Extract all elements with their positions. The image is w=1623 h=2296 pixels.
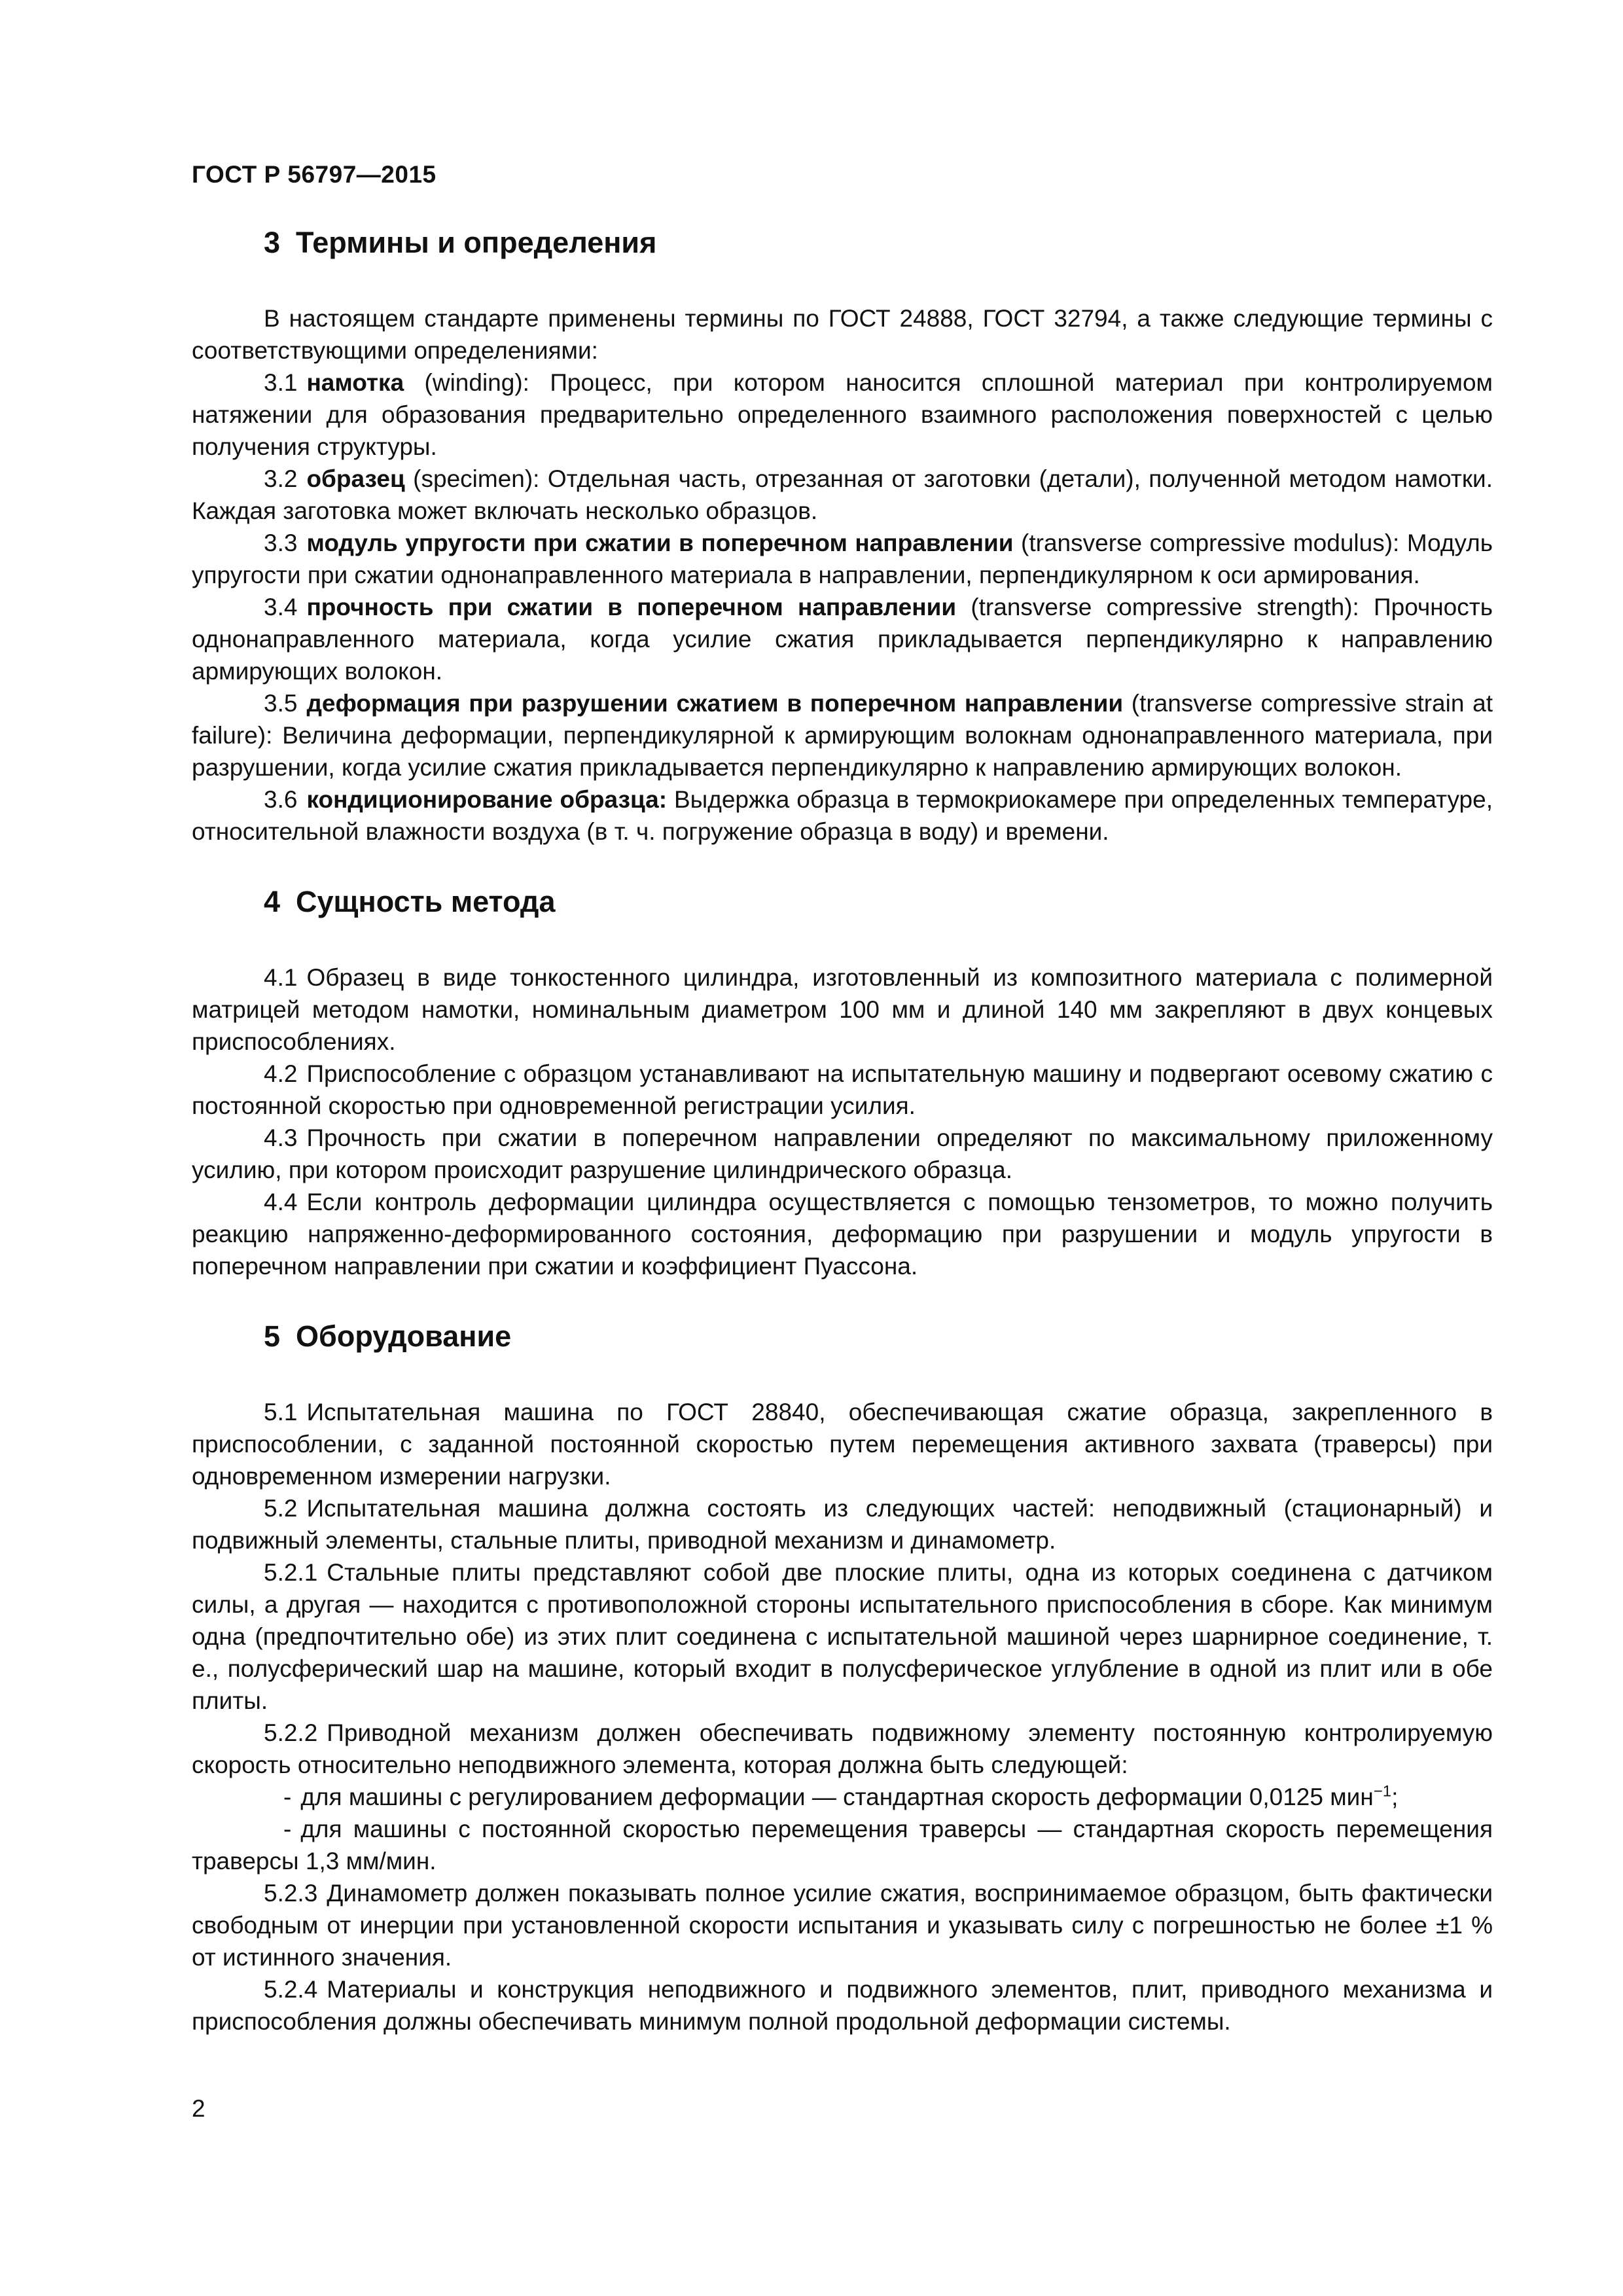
paragraph-text: (specimen): Отдельная часть, отрезанная от заготовки (детали), полученной методом намотки. Каждая заготовка может включать несколько образцов. (192, 465, 1493, 524)
paragraph-number: 3.4 (264, 594, 298, 620)
paragraph (192, 783, 1493, 848)
paragraph (192, 591, 1493, 687)
page-number: 2 (192, 2095, 205, 2122)
term: образец (306, 465, 405, 492)
paragraph-text: В настоящем стандарте применены термины по ГОСТ 24888, ГОСТ 32794, а также следующие термины с соответствующими определениями: (192, 305, 1493, 364)
paragraph (192, 302, 1493, 367)
paragraph-text: Стальные плиты представляют собой две плоские плиты, одна из которых соединена с датчиком силы, а другая — находится с противоположной стороны испытательного приспособления в сборе. Как минимум одна (предпочтительно обе) из этих плит соединена с испытательной машиной через шарнирное соединение, т. е., полусферический шар на машине, который входит в полусферическое углубление в одной из плит или в обе плиты. (192, 1559, 1493, 1714)
term: деформация при разрушении сжатием в поперечном направлении (306, 690, 1124, 717)
paragraph-text: (transverse compressive modulus): Модуль упругости при сжатии однонаправленного материала в направлении, перпендикулярном к оси армирования. (192, 529, 1493, 588)
paragraph-number: 4.4 (264, 1189, 298, 1215)
paragraph (192, 527, 1493, 591)
section-title (264, 225, 1493, 260)
list-item (192, 1813, 1493, 1877)
paragraph (192, 1717, 1493, 1781)
paragraph-number: 5.2.1 (264, 1559, 318, 1586)
paragraph (192, 1556, 1493, 1717)
section-number: 3 (264, 226, 281, 259)
paragraph-number: 5.1 (264, 1399, 298, 1426)
paragraph (192, 687, 1493, 783)
paragraph-text: Испытательная машина по ГОСТ 28840, обеспечивающая сжатие образца, закрепленного в приспособлении, с заданной постоянной скоростью путем перемещения активного захвата (траверсы) при одновременном измерении нагрузки. (192, 1399, 1493, 1490)
paragraph (192, 1973, 1493, 2037)
paragraph-text: Приводной механизм должен обеспечивать подвижному элементу постоянную контролируемую скорость относительно неподвижного элемента, которая должна быть следующей: (192, 1719, 1493, 1778)
paragraph (192, 1396, 1493, 1492)
paragraph-number: 3.1 (264, 369, 298, 396)
paragraph-text: Если контроль деформации цилиндра осуществляется с помощью тензометров, то можно получить реакцию напряженно-деформированного состояния, деформацию при разрушении и модуль упругости в поперечном направлении при сжатии и коэффициент Пуассона. (192, 1189, 1493, 1280)
paragraph (192, 1122, 1493, 1186)
paragraph-number: 4.3 (264, 1124, 298, 1151)
paragraph (192, 1058, 1493, 1122)
document-code: ГОСТ Р 56797—2015 (192, 161, 437, 188)
paragraph-number: 5.2.2 (264, 1719, 318, 1746)
paragraph-text: Прочность при сжатии в поперечном направлении определяют по максимальному приложенному усилию, при котором происходит разрушение цилиндрического образца. (192, 1124, 1493, 1183)
paragraph-number: 4.1 (264, 964, 298, 991)
term: модуль упругости при сжатии в поперечном направлении (306, 529, 1014, 556)
superscript: −1 (1373, 1782, 1392, 1801)
paragraph-text: Образец в виде тонкостенного цилиндра, изготовленный из композитного материала с полимерной матрицей методом намотки, номинальным диаметром 100 мм и длиной 140 мм закрепляют в двух концевых приспособлениях. (192, 964, 1493, 1055)
section-title (264, 884, 1493, 920)
term: прочность при сжатии в поперечном направлении (306, 594, 957, 620)
paragraph-text: Динамометр должен показывать полное усилие сжатия, воспринимаемое образцом, быть фактически свободным от инерции при установленной скорости испытания и указывать силу с погрешностью не более ±1 % от истинного значения. (192, 1880, 1493, 1971)
document-body (192, 225, 1493, 2074)
paragraph (192, 1492, 1493, 1556)
list-dash: - (283, 1784, 292, 1810)
paragraph-text: Выдержка образца в термокриокамере при определенных температуре, относительной влажности воздуха (в т. ч. погружение образца в воду) и времени. (192, 786, 1493, 845)
paragraph-text: Испытательная машина должна состоять из следующих частей: неподвижный (стационарный) и подвижный элементы, стальные плиты, приводной механизм и динамометр. (192, 1495, 1493, 1554)
section-number: 5 (264, 1319, 281, 1353)
paragraph-text: (winding): Процесс, при котором наносится сплошной материал при контролируемом натяжении для образования предварительно определенного взаимного расположения поверхностей с целью получения структуры. (192, 369, 1493, 460)
paragraph-number: 5.2.4 (264, 1976, 318, 2003)
section-5 (192, 1319, 1493, 2037)
paragraph (192, 463, 1493, 527)
list-item-text: для машины с постоянной скоростью перемещения траверсы — стандартная скорость перемещения траверсы 1,3 мм/мин. (192, 1816, 1493, 1874)
paragraph (192, 367, 1493, 463)
paragraph (192, 961, 1493, 1058)
section-title-text: Термины и определения (296, 226, 657, 259)
paragraph-number: 3.6 (264, 786, 298, 813)
paragraph (192, 1186, 1493, 1282)
paragraph-text: Приспособление с образцом устанавливают на испытательную машину и подвергают осевому сжатию с постоянной скоростью при одновременной регистрации усилия. (192, 1060, 1493, 1119)
paragraph-number: 5.2.3 (264, 1880, 318, 1907)
paragraph-text: (transverse compressive strength): Прочность однонаправленного материала, когда усилие сжатия прикладывается перпендикулярно к направлению армирующих волокон. (192, 594, 1493, 685)
paragraph-number: 3.2 (264, 465, 298, 492)
paragraph-text: (transverse compressive strain at failure): Величина деформации, перпендикулярной к армирующим волокнам однонаправленного материала, при разрушении, когда усилие сжатия прикладывается перпендикулярно к направлению армирующих волокон. (192, 690, 1493, 781)
list-item-text: для машины с регулированием деформации — стандартная скорость деформации 0,0125 мин (300, 1784, 1374, 1810)
paragraph-number: 5.2 (264, 1495, 298, 1522)
paragraph-number: 3.5 (264, 690, 298, 717)
list-item-tail: ; (1391, 1784, 1399, 1810)
section-title-text: Сущность метода (296, 885, 556, 918)
section-title-text: Оборудование (296, 1319, 512, 1353)
section-4 (192, 884, 1493, 1282)
term: кондиционирование образца: (306, 786, 668, 813)
list-item (192, 1781, 1493, 1813)
list-dash: - (283, 1816, 292, 1842)
paragraph-text: Материалы и конструкция неподвижного и подвижного элементов, плит, приводного механизма и приспособления должны обеспечивать минимум полной продольной деформации системы. (192, 1976, 1493, 2035)
paragraph (192, 1877, 1493, 1973)
section-title (264, 1319, 1493, 1354)
paragraph-number: 4.2 (264, 1060, 298, 1087)
paragraph-number: 3.3 (264, 529, 298, 556)
term: намотка (306, 369, 404, 396)
section-number: 4 (264, 885, 281, 918)
section-3 (192, 225, 1493, 848)
